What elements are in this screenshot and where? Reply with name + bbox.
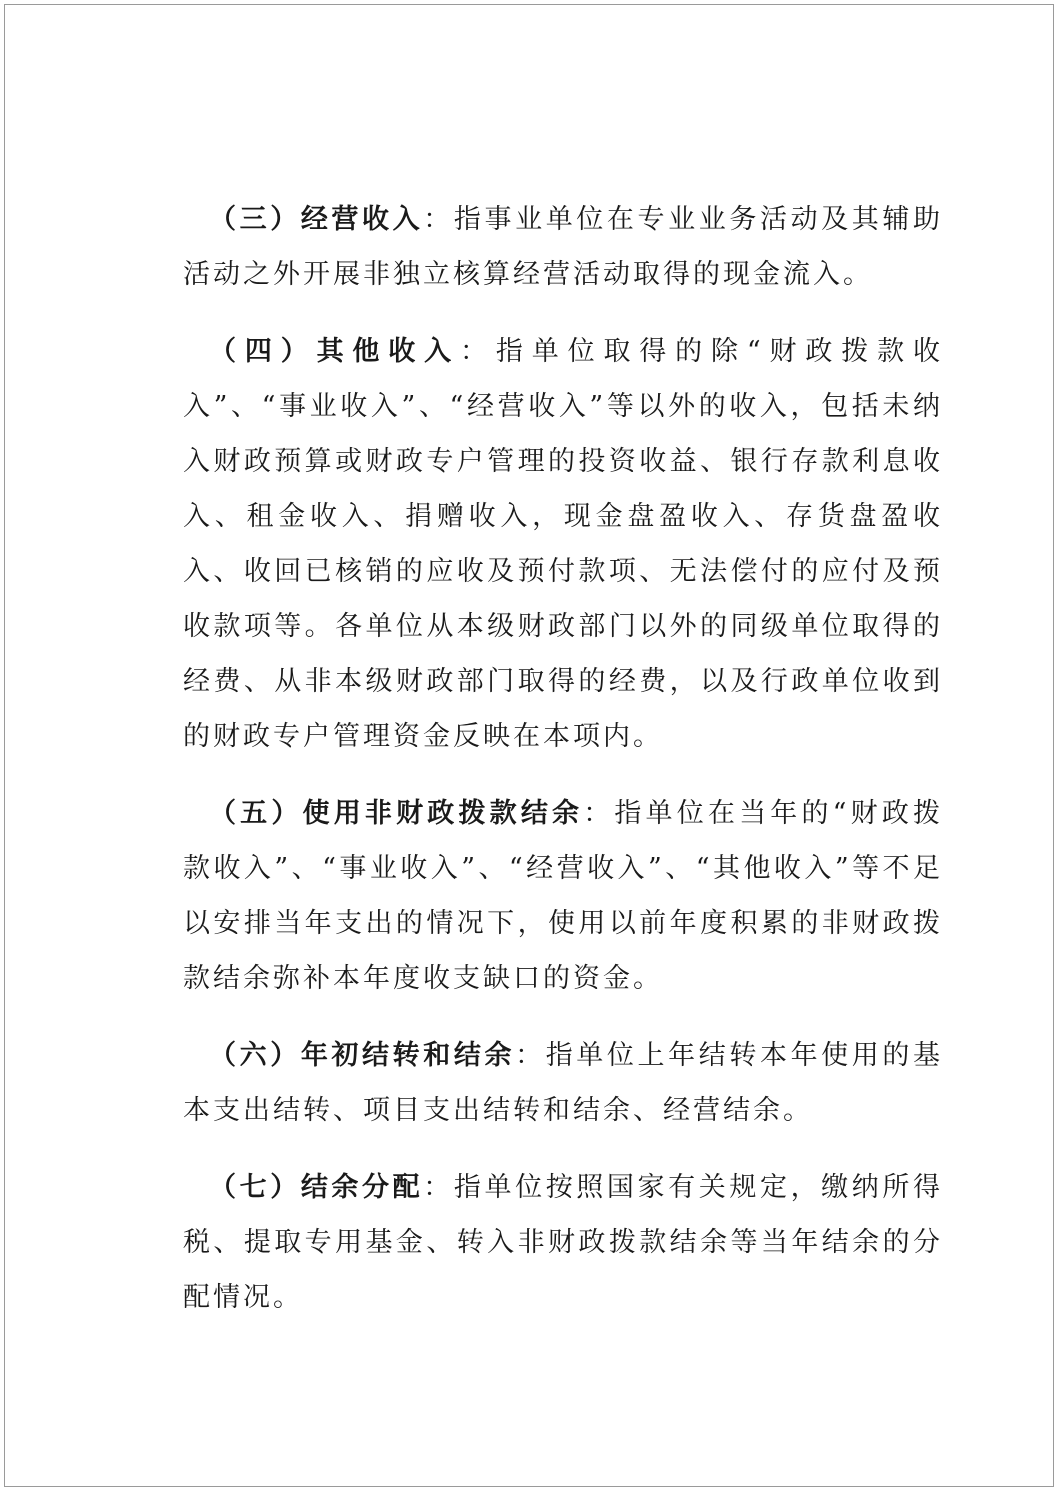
section-separator: ： [423,204,454,235]
section-heading: （六）年初结转和结余 [209,1040,516,1071]
section-operating-income [183,192,943,302]
section-text: 指单位按照国家有关规定，缴纳所得税、提取专用基金、转入非财政拨款结余等当年结余的分配情况。 [183,1172,944,1313]
section-heading: （七）结余分配 [209,1172,424,1203]
section-opening-carryover [183,1028,943,1138]
section-separator: ： [515,1040,546,1071]
section-text: 指事业单位在专业业务活动及其辅助活动之外开展非独立核算经营活动取得的现金流入。 [183,204,944,290]
section-text: 指单位在当年的“财政拨款收入”、“事业收入”、“经营收入”、“其他收入”等不足以安排当年支出的情况下，使用以前年度积累的非财政拨款结余弥补本年度收支缺口的资金。 [183,798,943,994]
section-text: 指单位上年结转本年使用的基本支出结转、项目支出结转和结余、经营结余。 [183,1040,944,1126]
section-other-income [183,324,943,764]
section-heading: （四）其他收入 [209,336,461,367]
section-heading: （三）经营收入 [209,204,424,235]
section-separator: ： [583,798,615,829]
section-text: 指单位取得的除“财政拨款收入”、“事业收入”、“经营收入”等以外的收入，包括未纳入财政预算或财政专户管理的投资收益、银行存款利息收入、租金收入、捐赠收入，现金盘盈收入、存货盘盈收入、收回已核销的应收及预付款项、无法偿付的应付及预收款项等。各单位从本级财政部门以外的同级单位取得的经费、从非本级财政部门取得的经费，以及行政单位收到的财政专户管理资金反映在本项内。 [183,336,943,752]
section-heading: （五）使用非财政拨款结余 [209,798,584,829]
section-surplus-distribution [183,1160,943,1325]
section-separator: ： [423,1172,454,1203]
document-body [183,192,943,1325]
section-use-of-non-fiscal-balance [183,786,943,1006]
section-separator: ： [460,336,496,367]
